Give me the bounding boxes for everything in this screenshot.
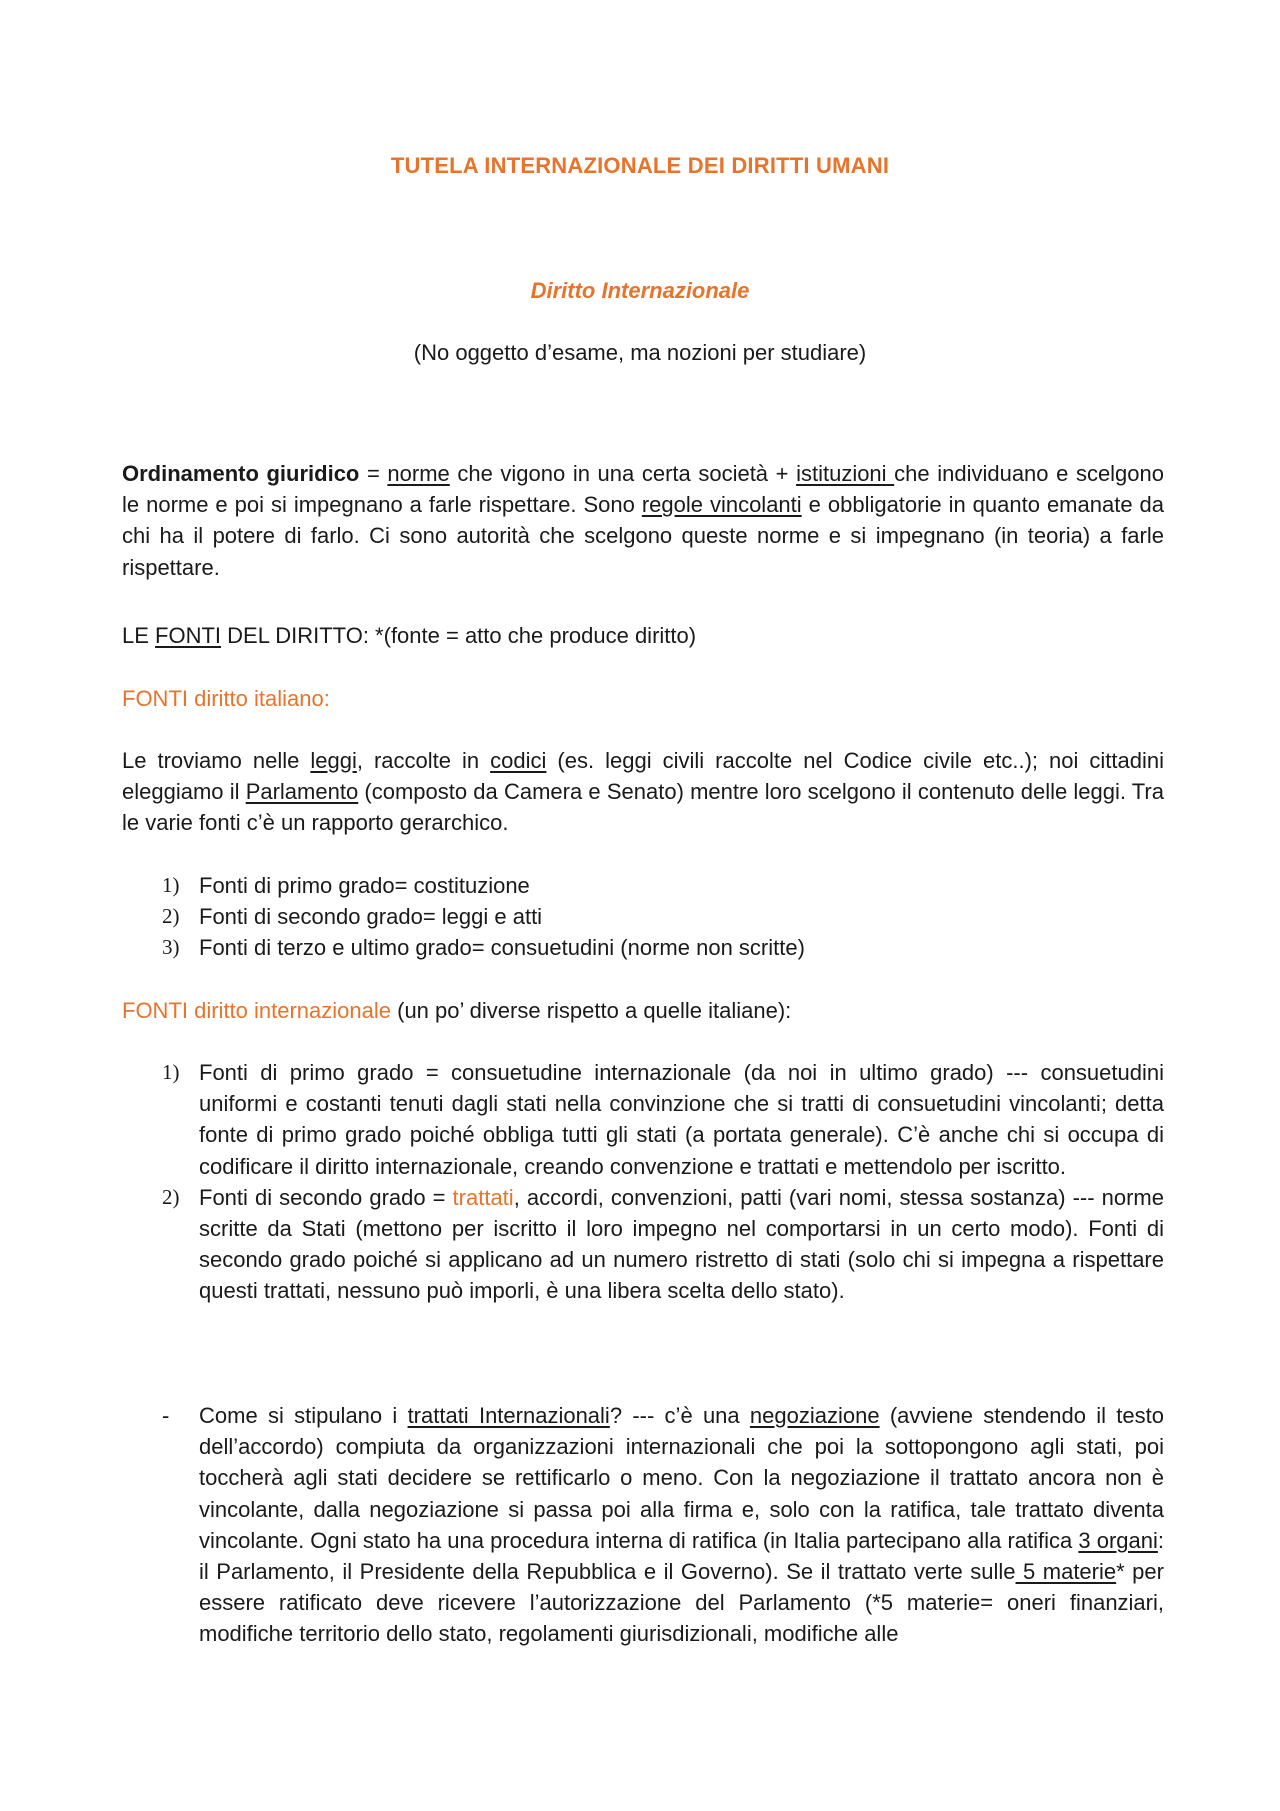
list-number: 1) [162, 1060, 180, 1084]
list-item [122, 870, 1164, 901]
text: , raccolte in [356, 748, 491, 773]
text: * per essere ratificato deve ricevere l’autorizzazione del Parlamento (*5 materie= oneri finanziari, modifiche territorio dello stato, regolamenti giurisdizionali, modifiche alle [199, 1559, 1164, 1647]
section-subtitle: Diritto Internazionale [530, 278, 750, 303]
list-number: 3) [162, 935, 180, 960]
text: LE [122, 623, 156, 648]
list-trattati [122, 1400, 1164, 1650]
text: e obbligatorie in quanto emanate da chi ha il potere di farlo. Ci sono autorità che scelgono queste norme e si impegnano (in teoria) a farle rispettare. [122, 492, 1165, 580]
document-title: TUTELA INTERNAZIONALE DEI DIRITTI UMANI [390, 153, 890, 178]
heading-fonti-internazionale [122, 995, 1164, 1026]
list-item [122, 932, 1164, 963]
list-dash: - [162, 1403, 170, 1428]
list-item [122, 1182, 1164, 1307]
list-item [122, 901, 1164, 932]
heading-orange: FONTI diritto internazionale [122, 998, 391, 1023]
paragraph-fonti [122, 620, 1164, 651]
section-note: (No oggetto d’esame, ma nozioni per studiare) [413, 340, 867, 365]
text: (composto da Camera e Senato) mentre loro scelgono il contenuto delle leggi. Tra le varie fonti c’è un rapporto gerarchico. [122, 779, 1164, 836]
term-codici: codici [490, 748, 547, 773]
list-number: 1) [162, 873, 180, 897]
term-fonti: FONTI [155, 623, 222, 648]
list-text: Fonti di secondo grado= leggi e atti [199, 904, 543, 930]
text: : il Parlamento, il Presidente della Repubblica e il Governo). Se il trattato verte sulle [199, 1527, 1164, 1585]
list-number: 2) [162, 904, 180, 929]
text: Come si stipulano i [199, 1403, 408, 1428]
term-ordinamento: Ordinamento giuridico [122, 461, 360, 486]
term-istituzioni: istituzioni [796, 461, 895, 486]
paragraph-italiano [122, 745, 1164, 839]
list-text: Fonti di terzo e ultimo grado= consuetudini (norme non scritte) [199, 935, 805, 961]
text: (un po’ diverse rispetto a quelle italiane): [391, 998, 792, 1023]
text: (es. leggi civili raccolte nel Codice civile etc..); noi cittadini eleggiamo il [122, 748, 1164, 805]
text: Le troviamo nelle [122, 748, 311, 773]
list-item [122, 1400, 1164, 1650]
term-3-organi: 3 organi [1078, 1527, 1158, 1553]
text: (avviene stendendo il testo dell’accordo) compiuta da organizzazioni internazionali che poi la sottopongono agli stati, poi toccherà agli stati decidere se rettificarlo o meno. Con la negoziazione il trattato ancora non è vincolante, dalla negoziazione si passa poi alla firma e, solo con la ratifica, tale trattato diventa vincolante. Ogni stato ha una procedura interna di ratifica (in Italia partecipano alla ratifica [199, 1403, 1164, 1553]
term-trattati-internazionali: trattati Internazionali [407, 1403, 610, 1428]
text: DEL DIRITTO: *(fonte = atto che produce diritto) [221, 623, 697, 648]
list-number: 2) [162, 1184, 180, 1209]
text: = [359, 461, 388, 486]
list-text: Fonti di primo grado = consuetudine internazionale (da noi in ultimo grado) --- consuetudini uniformi e costanti tenuti dagli stati nella convinzione che si tratti di consuetudini vincolanti; detta fonte di primo grado poiché obbliga tutti gli stati (a portata generale). C’è anche chi si occupa di codificare il diritto internazionale, creando convenzione e trattati e mettendolo per iscritto. [199, 1060, 1164, 1179]
list-text: Fonti di primo grado= costituzione [199, 873, 530, 898]
list-item [122, 1057, 1164, 1182]
list-fonti-internazionale [122, 1057, 1164, 1307]
text: che individuano e scelgono le norme e poi si impegnano a farle rispettare. Sono [122, 461, 1165, 518]
term-parlamento: Parlamento [245, 779, 359, 805]
text: , accordi, convenzioni, patti (vari nomi, stessa sostanza) --- norme scritte da Stati (mettono per iscritto il loro impegno nel comportarsi in un certo modo). Fonti di secondo grado poiché si applicano ad un numero ristretto di stati (solo chi si impegna a rispettare questi trattati, nessuno può imporli, è una libera scelta dello stato). [199, 1184, 1164, 1304]
term-regole-vincolanti: regole vincolanti [641, 492, 802, 518]
text: ? --- c’è una [609, 1403, 750, 1428]
list-fonti-italiano [122, 870, 1164, 964]
heading-fonti-italiano: FONTI diritto italiano: [122, 686, 330, 711]
term-5-materie: 5 materie [1015, 1559, 1117, 1585]
term-trattati: trattati [452, 1184, 514, 1210]
text: che vigono in una certa società + [449, 461, 797, 486]
term-negoziazione: negoziazione [749, 1403, 880, 1428]
term-leggi: leggi [310, 748, 357, 773]
text: Fonti di secondo grado = [199, 1184, 453, 1210]
paragraph-ordinamento [122, 458, 1164, 583]
term-norme: norme [387, 461, 450, 486]
